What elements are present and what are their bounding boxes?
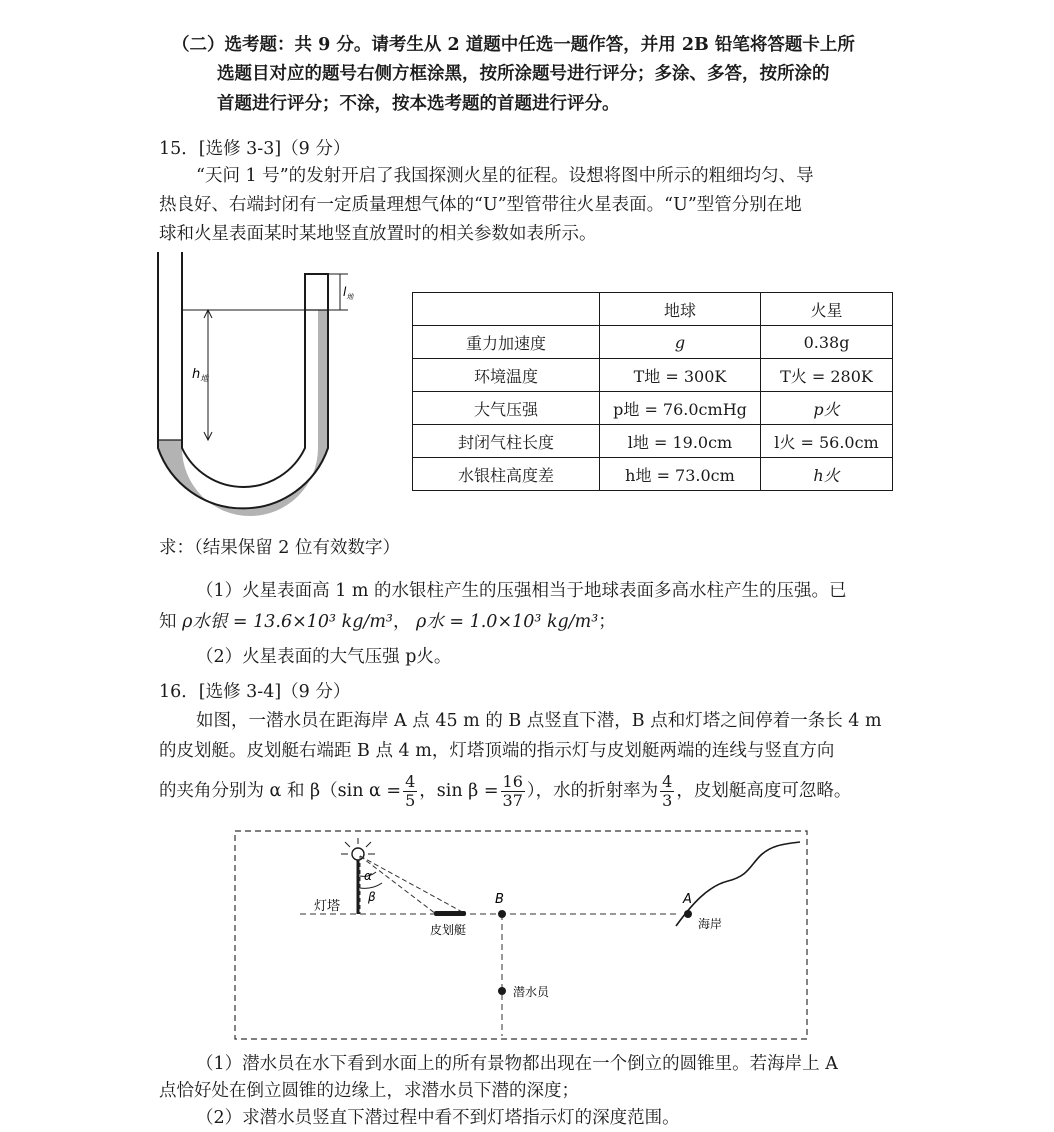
row-label: 环境温度 [413,359,600,392]
alpha-label: α [364,869,372,883]
ray-to-kayak-left [360,856,436,914]
point-a-label: A [683,892,692,907]
ray-to-kayak-right [360,856,466,914]
cell-earth: h地 = 73.0cm [600,458,761,491]
cell-earth: l地 = 19.0cm [600,425,761,458]
cell-earth: p地 = 76.0cmHg [600,392,761,425]
sin-beta-denominator: 37 [502,791,523,810]
kayak-shape [434,911,466,916]
kayak-label: 皮划艇 [430,923,467,937]
beta-arc [360,883,382,888]
table-row [413,293,893,326]
refractive-index-numerator: 4 [662,772,673,791]
q16-paragraph-line-3 [159,773,851,810]
q15-paragraph-line-1: “天问 1 号”的发射开启了我国探测火星的征程。设想将图中所示的粗细均匀、导 [196,166,814,186]
point-b-label: B [495,892,504,907]
q16-p3-part-d: ，皮划艇高度可忽略。 [676,781,852,801]
q15-sub1-line-2: 知 ρ水银 = 13.6×10³ kg/m³， ρ水 = 1.0×10³ kg/m³； [159,612,616,632]
q15-paragraph-line-3: 球和火星表面某时某地竖直放置时的相关参数如表所示。 [159,224,597,244]
q16-paragraph-line-2: 的皮划艇。皮划艇右端距 B 点 4 m，灯塔顶端的指示灯与皮划艇两端的连线与竖直方向 [159,741,835,761]
q16-sub2: （2）求潜水员竖直下潜过程中看不到灯塔指示灯的深度范围。 [196,1108,680,1128]
shoreline-curve [676,842,800,926]
cell-mars: p火 [761,392,893,425]
h-label: $h_地$ [192,367,209,383]
q15-sub1-line-1: （1）火星表面高 1 m 的水银柱产生的压强相当于地球表面多高水柱产生的压强。已 [196,581,847,601]
q15-paragraph-line-2: 热良好、右端封闭有一定质量理想气体的“U”型管带往火星表面。“U”型管分别在地 [159,195,802,215]
q16-sub1-line-2: 点恰好处在倒立圆锥的边缘上，求潜水员下潜的深度； [159,1081,579,1101]
point-b-marker [498,910,506,918]
row-label: 大气压强 [413,392,600,425]
q16-p3-part-a: 的夹角分别为 α 和 β（sin α = [159,781,402,801]
row-label: 重力加速度 [413,326,600,359]
table-corner-cell [413,293,600,326]
table-row [413,326,893,359]
section-instruction-line-2: 选题目对应的题号右侧方框涂黑，按所涂题号进行评分；多涂、多答，按所涂的 [217,64,830,84]
q16-sub1-line-1: （1）潜水员在水下看到水面上的所有景物都出现在一个倒立的圆锥里。若海岸上 A [196,1054,838,1074]
col-header-mars: 火星 [761,293,893,326]
q16-p3-part-b: ，sin β = [419,781,499,801]
row-label: 水银柱高度差 [413,458,600,491]
q16-p3-part-c: ），水的折射率为 [526,781,659,801]
l-label: $l_地$ [343,285,354,301]
sin-alpha-denominator: 5 [405,791,416,810]
table-row [413,392,893,425]
sin-beta-numerator: 16 [502,772,523,791]
sin-alpha-numerator: 4 [405,772,416,791]
cell-mars: h火 [761,458,893,491]
diver-label: 潜水员 [513,985,550,999]
rho-water-formula: ρ水 = 1.0×10³ kg/m³ [416,612,599,632]
cell-mars: 0.38g [761,326,893,359]
cell-mars: T火 = 280K [761,359,893,392]
section-instruction-line-3: 首题进行评分；不涂，按本选考题的首题进行评分。 [217,94,620,114]
q16-paragraph-line-1: 如图，一潜水员在距海岸 A 点 45 m 的 B 点竖直下潜，B 点和灯塔之间停着一条长 4 m [196,711,882,731]
section-instruction-line-1: （二）选考题：共 9 分。请考生从 2 道题中任选一题作答，并用 2B 铅笔将答题卡上所 [172,35,855,55]
lighthouse-label: 灯塔 [314,899,341,914]
table-row [413,425,893,458]
beta-label: β [368,890,376,904]
refractive-index-denominator: 3 [662,791,673,810]
cell-earth: g [600,326,761,359]
q15-header: 15．[选修 3-3]（9 分） [159,139,351,159]
cell-mars: l火 = 56.0cm [761,425,893,458]
rho-mercury-formula: ρ水银 = 13.6×10³ kg/m³ [182,612,393,632]
q16-header: 16．[选修 3-4]（9 分） [159,682,351,702]
q15-ask: 求：（结果保留 2 位有效数字） [159,538,401,558]
q15-sub1-prefix: 知 [159,612,177,632]
col-header-earth: 地球 [600,293,761,326]
parameter-table [412,292,893,491]
refractive-index-fraction [660,773,674,810]
table-row [413,359,893,392]
table-row [413,458,893,491]
sin-alpha-fraction [403,773,417,810]
sin-beta-fraction [501,773,525,810]
figure-border [235,831,807,1039]
u-tube-figure [150,248,354,508]
cell-earth: T地 = 300K [600,359,761,392]
lighthouse-figure [230,826,812,1044]
diver-marker [498,987,506,995]
row-label: 封闭气柱长度 [413,425,600,458]
shore-label: 海岸 [698,917,723,931]
q15-sub1-end: ； [598,612,616,632]
q15-sub2: （2）火星表面的大气压强 p火。 [196,647,452,667]
